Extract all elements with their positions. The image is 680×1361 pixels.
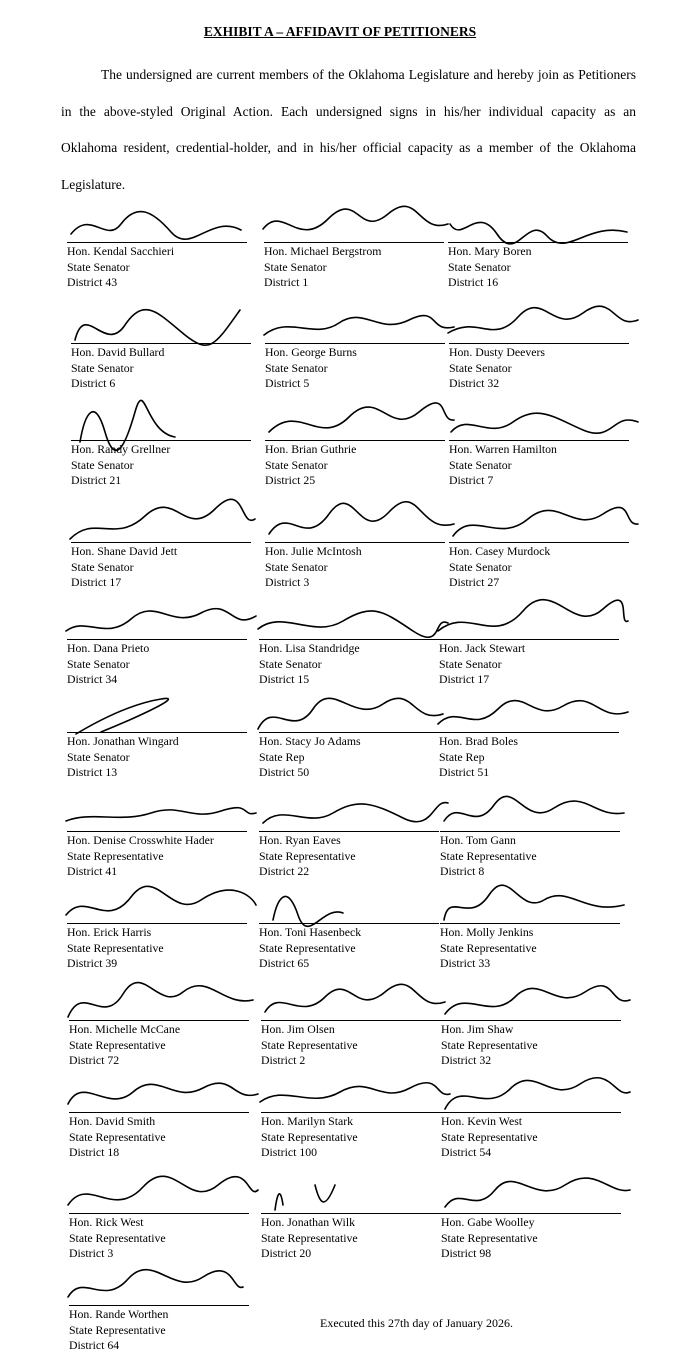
- signature-stroke: [66, 886, 256, 915]
- signatory-name: Hon. Ryan Eaves: [259, 833, 341, 847]
- signatory-title: State Senator: [71, 457, 134, 472]
- signature-line: [71, 542, 251, 543]
- signatory-name: Hon. Casey Murdock: [449, 544, 551, 558]
- signatory-info: [439, 641, 525, 688]
- signatory-district: District 51: [439, 765, 490, 779]
- signatory-name: Hon. David Bullard: [71, 345, 165, 359]
- signatory-district: District 54: [441, 1145, 492, 1159]
- signatory-title: State Senator: [67, 749, 130, 764]
- signatory-info: [261, 1114, 358, 1161]
- signature-line: [440, 831, 620, 832]
- signatory-district: District 33: [440, 956, 491, 970]
- signature-stroke: [70, 499, 255, 539]
- signatory-district: District 27: [449, 575, 500, 589]
- signatory-title: State Representative: [259, 848, 356, 863]
- signatory-name: Hon. Shane David Jett: [71, 544, 178, 558]
- signatory-info: [259, 641, 360, 688]
- signatory-title: State Representative: [69, 1037, 166, 1052]
- signatory-district: District 16: [448, 275, 499, 289]
- signatory-name: Hon. Gabe Woolley: [441, 1215, 535, 1229]
- signatory-title: State Senator: [264, 259, 327, 274]
- signatory-info: [69, 1307, 168, 1354]
- signatory-name: Hon. Jonathan Wilk: [261, 1215, 356, 1229]
- signatory-name: Hon. Marilyn Stark: [261, 1114, 354, 1128]
- signatory-info: [69, 1022, 180, 1069]
- signature-stroke: [258, 698, 443, 729]
- signatory-info: [440, 833, 537, 880]
- signatory-name: Hon. Molly Jenkins: [440, 925, 534, 939]
- signature-line: [259, 732, 439, 733]
- signatory-name: Hon. Brad Boles: [439, 734, 518, 748]
- signatory-title: State Senator: [449, 360, 512, 375]
- signatory-name: Hon. George Burns: [265, 345, 357, 359]
- signatory-name: Hon. Erick Harris: [67, 925, 152, 939]
- signature-line: [67, 831, 247, 832]
- signatory-title: State Representative: [67, 848, 164, 863]
- signatory-title: State Senator: [67, 656, 130, 671]
- signatory-title: State Representative: [261, 1230, 358, 1245]
- signature-stroke: [76, 698, 168, 734]
- signatory-name: Hon. Jonathan Wingard: [67, 734, 179, 748]
- signatory-info: [69, 1215, 166, 1262]
- signatory-name: Hon. Stacy Jo Adams: [259, 734, 361, 748]
- signatory-district: District 34: [67, 672, 118, 686]
- signatory-title: State Senator: [67, 259, 130, 274]
- signatory-district: District 6: [71, 376, 116, 390]
- signature-line: [449, 440, 629, 441]
- signatory-district: District 65: [259, 956, 310, 970]
- signature-stroke: [438, 701, 628, 724]
- signature-line: [265, 542, 445, 543]
- signature-stroke: [68, 1270, 243, 1297]
- signatory-district: District 64: [69, 1338, 120, 1352]
- signatory-title: State Senator: [439, 656, 502, 671]
- signature-line: [259, 923, 439, 924]
- signatory-name: Hon. Randy Grellner: [71, 442, 171, 456]
- signature-line: [449, 343, 629, 344]
- signatory-district: District 32: [441, 1053, 492, 1067]
- signature-stroke: [275, 1185, 335, 1210]
- signatory-info: [449, 442, 557, 489]
- signatory-name: Hon. Jack Stewart: [439, 641, 526, 655]
- signatory-district: District 18: [69, 1145, 120, 1159]
- signatory-district: District 20: [261, 1246, 312, 1260]
- signature-stroke: [263, 803, 448, 823]
- signature-line: [69, 1020, 249, 1021]
- signatory-info: [449, 544, 550, 591]
- signatory-name: Hon. Brian Guthrie: [265, 442, 357, 456]
- signatory-district: District 13: [67, 765, 118, 779]
- signatory-name: Hon. Michelle McCane: [69, 1022, 181, 1036]
- signature-stroke: [444, 885, 624, 920]
- signatory-name: Hon. Dusty Deevers: [449, 345, 545, 359]
- signatory-district: District 15: [259, 672, 310, 686]
- signatory-info: [448, 244, 532, 291]
- signatory-name: Hon. Rick West: [69, 1215, 144, 1229]
- execution-date: Executed this 27th day of January 2026.: [320, 1316, 513, 1330]
- signatory-info: [71, 442, 170, 489]
- signatory-title: State Representative: [69, 1230, 166, 1245]
- signatory-info: [259, 925, 361, 972]
- signatory-district: District 5: [265, 376, 310, 390]
- signature-line: [265, 440, 445, 441]
- signature-stroke: [451, 413, 638, 433]
- signatory-name: Hon. Jim Olsen: [261, 1022, 335, 1036]
- signatory-name: Hon. Jim Shaw: [441, 1022, 514, 1036]
- signatory-info: [441, 1114, 538, 1161]
- signatory-title: State Senator: [449, 457, 512, 472]
- signatory-info: [261, 1022, 358, 1069]
- signature-stroke: [260, 1083, 450, 1102]
- signature-stroke: [445, 1078, 630, 1109]
- signature-line: [441, 1213, 621, 1214]
- signatory-title: State Senator: [71, 360, 134, 375]
- signature-stroke: [438, 600, 628, 631]
- signatory-title: State Representative: [261, 1129, 358, 1144]
- signatory-district: District 22: [259, 864, 310, 878]
- signatory-district: District 3: [265, 575, 310, 589]
- signature-stroke: [269, 403, 454, 432]
- signatory-district: District 39: [67, 956, 118, 970]
- signature-stroke: [68, 983, 253, 1017]
- signatory-district: District 21: [71, 473, 122, 487]
- signature-line: [261, 1020, 441, 1021]
- signatory-info: [259, 734, 361, 781]
- signatory-name: Hon. Michael Bergstrom: [264, 244, 382, 258]
- signatory-district: District 41: [67, 864, 118, 878]
- signatory-info: [265, 345, 357, 392]
- signatory-info: [439, 734, 518, 781]
- signatory-district: District 17: [439, 672, 490, 686]
- signatory-district: District 72: [69, 1053, 120, 1067]
- signatory-district: District 2: [261, 1053, 306, 1067]
- signature-line: [259, 831, 439, 832]
- signature-line: [261, 1112, 441, 1113]
- signatory-title: State Representative: [440, 848, 537, 863]
- signature-stroke: [264, 316, 454, 335]
- signatory-info: [265, 442, 356, 489]
- signatory-district: District 17: [71, 575, 122, 589]
- signatory-district: District 50: [259, 765, 310, 779]
- signature-line: [449, 542, 629, 543]
- signatory-title: State Senator: [448, 259, 511, 274]
- signatory-title: State Senator: [449, 559, 512, 574]
- signatory-title: State Senator: [71, 559, 134, 574]
- signatory-info: [440, 925, 537, 972]
- signature-line: [265, 343, 445, 344]
- signature-stroke: [445, 1178, 630, 1207]
- signature-stroke: [444, 796, 624, 821]
- signatory-info: [441, 1022, 538, 1069]
- affidavit-text: The undersigned are current members of the Oklahoma Legislature and hereby join as Petitioners in the above-styled Original Action. Each undersigned signs in his/her individual capacity as an Oklahoma resident, credential-holder, and in his/her official capacity as a member of the Oklahoma Legislature.: [61, 67, 636, 192]
- signatory-district: District 100: [261, 1145, 318, 1159]
- signatory-name: Hon. Lisa Standridge: [259, 641, 360, 655]
- signature-stroke: [273, 896, 343, 926]
- signature-line: [261, 1213, 441, 1214]
- signatory-name: Hon. Dana Prieto: [67, 641, 150, 655]
- signature-line: [69, 1305, 249, 1306]
- signatory-info: [67, 833, 214, 880]
- signature-line: [439, 732, 619, 733]
- signatory-title: State Representative: [259, 940, 356, 955]
- signatory-name: Hon. Toni Hasenbeck: [259, 925, 362, 939]
- signatory-title: State Representative: [261, 1037, 358, 1052]
- signature-stroke: [265, 984, 445, 1012]
- signature-stroke: [445, 986, 630, 1014]
- signature-stroke: [66, 808, 256, 821]
- signatory-name: Hon. Denise Crosswhite Hader: [67, 833, 214, 847]
- signatory-info: [261, 1215, 358, 1262]
- signature-stroke: [258, 611, 448, 637]
- signatory-info: [449, 345, 545, 392]
- signature-stroke: [68, 1083, 258, 1104]
- signatory-name: Hon. Tom Gann: [440, 833, 516, 847]
- signatory-title: State Representative: [441, 1230, 538, 1245]
- signatory-name: Hon. Mary Boren: [448, 244, 532, 258]
- signatory-title: State Senator: [265, 360, 328, 375]
- signature-line: [71, 343, 251, 344]
- signatory-info: [67, 925, 164, 972]
- signatory-district: District 43: [67, 275, 118, 289]
- signatory-info: [71, 544, 177, 591]
- signature-line: [448, 242, 628, 243]
- signatory-title: State Senator: [265, 457, 328, 472]
- signature-stroke: [450, 222, 627, 243]
- signatory-info: [264, 244, 381, 291]
- signature-line: [67, 639, 247, 640]
- signatory-district: District 1: [264, 275, 309, 289]
- signatory-title: State Representative: [69, 1322, 166, 1337]
- signature-stroke: [68, 1176, 258, 1205]
- signatory-name: Hon. Kevin West: [441, 1114, 523, 1128]
- document-heading: EXHIBIT A – AFFIDAVIT OF PETITIONERS: [203, 24, 477, 39]
- signatory-district: District 8: [440, 864, 485, 878]
- signatory-info: [67, 734, 179, 781]
- signatory-title: State Representative: [440, 940, 537, 955]
- signature-line: [259, 639, 439, 640]
- signature-stroke: [66, 609, 256, 631]
- signatory-name: Hon. Julie McIntosh: [265, 544, 362, 558]
- signature-line: [441, 1020, 621, 1021]
- signatory-info: [67, 244, 174, 291]
- signature-line: [69, 1213, 249, 1214]
- signatory-info: [67, 641, 149, 688]
- signatory-title: State Representative: [67, 940, 164, 955]
- signatory-name: Hon. Rande Worthen: [69, 1307, 169, 1321]
- signature-stroke: [263, 206, 448, 229]
- signatory-title: State Rep: [259, 749, 305, 764]
- signature-line: [67, 732, 247, 733]
- signatory-info: [259, 833, 356, 880]
- signatory-district: District 98: [441, 1246, 492, 1260]
- signature-stroke: [453, 507, 638, 536]
- signature-line: [67, 923, 247, 924]
- signatory-title: State Rep: [439, 749, 485, 764]
- signatory-info: [265, 544, 362, 591]
- signature-line: [71, 440, 251, 441]
- signatory-name: Hon. David Smith: [69, 1114, 156, 1128]
- signatory-title: State Representative: [441, 1037, 538, 1052]
- signatory-info: [69, 1114, 166, 1161]
- signature-line: [67, 242, 247, 243]
- signature-stroke: [71, 212, 241, 240]
- signatory-info: [71, 345, 164, 392]
- signature-stroke: [269, 502, 454, 534]
- signatory-district: District 32: [449, 376, 500, 390]
- signatory-name: Hon. Warren Hamilton: [449, 442, 557, 456]
- signatory-title: State Senator: [259, 656, 322, 671]
- signature-line: [439, 639, 619, 640]
- signatory-name: Hon. Kendal Sacchieri: [67, 244, 175, 258]
- signature-line: [264, 242, 444, 243]
- signatory-district: District 7: [449, 473, 494, 487]
- signature-line: [440, 923, 620, 924]
- signatory-title: State Senator: [265, 559, 328, 574]
- signatory-district: District 25: [265, 473, 316, 487]
- signatory-district: District 3: [69, 1246, 114, 1260]
- signature-stroke: [448, 306, 638, 333]
- signature-line: [69, 1112, 249, 1113]
- signatory-title: State Representative: [69, 1129, 166, 1144]
- signature-line: [441, 1112, 621, 1113]
- signatory-title: State Representative: [441, 1129, 538, 1144]
- signatory-info: [441, 1215, 538, 1262]
- signature-stroke: [75, 310, 240, 345]
